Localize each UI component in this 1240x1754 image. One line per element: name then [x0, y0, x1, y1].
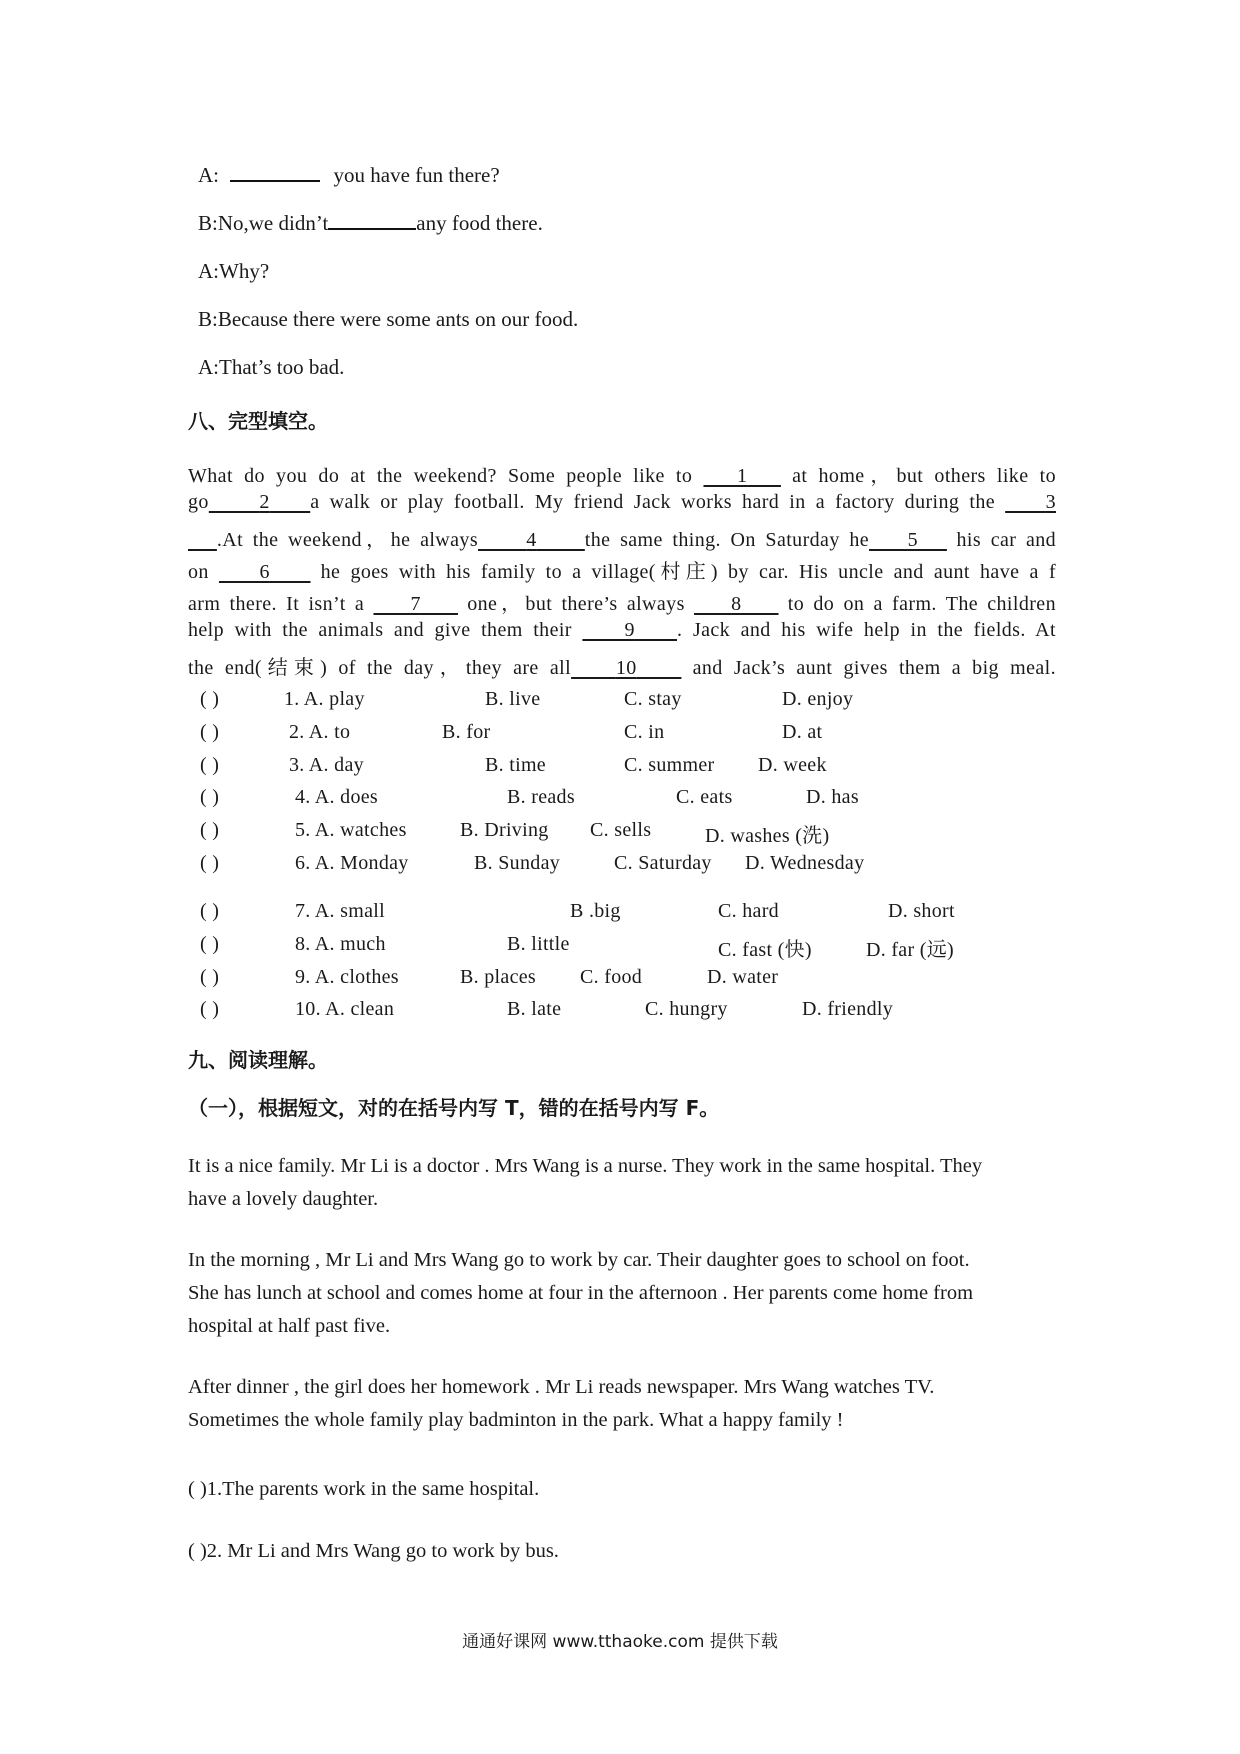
section-8-heading: 八、完型填空。	[188, 409, 328, 433]
option-c: C. in	[624, 721, 665, 743]
answer-paren[interactable]: ( )	[200, 754, 220, 776]
option-b: B. time	[485, 754, 546, 776]
option-a: 5. A. watches	[295, 819, 407, 841]
blank-number: 9	[624, 619, 635, 641]
option-d: D. washes (洗)	[705, 825, 830, 847]
answer-paren[interactable]: ( )	[200, 721, 220, 743]
option-b: B. reads	[507, 786, 575, 808]
option-a: 4. A. does	[295, 786, 378, 808]
dialogue-line-1	[198, 163, 500, 188]
cloze-line: help with the animals and give them their 9 . Jack and his wife help in the fields. At	[188, 619, 1056, 641]
answer-paren[interactable]: ( )	[200, 852, 220, 874]
cloze-line: arm there. It isn’t a 7 one，but there’s always 8 to do on a farm. The children	[188, 593, 1056, 615]
answer-paren[interactable]: ( )	[200, 998, 220, 1020]
option-a: 2. A. to	[289, 721, 351, 743]
tf-question-text: 1.The parents work in the same hospital.	[206, 1478, 540, 1500]
tf-question	[188, 1535, 559, 1568]
answer-paren[interactable]: ( )	[200, 900, 220, 922]
option-d: D. short	[888, 900, 955, 922]
option-a: 8. A. much	[295, 933, 386, 955]
section-9-heading: 九、阅读理解。	[188, 1048, 328, 1072]
option-c: C. eats	[676, 786, 733, 808]
option-c: C. fast (快)	[718, 939, 812, 961]
dialogue-line-2	[198, 211, 543, 236]
option-b: B. places	[460, 966, 537, 988]
option-a: 9. A. clothes	[295, 966, 399, 988]
option-c: C. sells	[590, 819, 652, 841]
blank-number: 6	[259, 561, 270, 583]
option-c: C. food	[580, 966, 643, 988]
blank-number: 8	[731, 593, 742, 615]
option-a: 10. A. clean	[295, 998, 395, 1020]
cloze-line: What do you do at the weekend? Some people like to 1 at home，but others like to	[188, 465, 1057, 487]
tf-question	[188, 1473, 539, 1506]
option-b: B. live	[485, 688, 541, 710]
blank-number: 2	[259, 491, 270, 513]
option-a: 7. A. small	[295, 900, 385, 922]
option-c: C. stay	[624, 688, 682, 710]
passage-line: Sometimes the whole family play badminton in the park. What a happy family !	[188, 1409, 844, 1431]
option-c: C. Saturday	[614, 852, 712, 874]
dialogue-text: any food there.	[416, 211, 543, 235]
option-b: B. late	[507, 998, 562, 1020]
cloze-line: on 6 he goes with his family to a village(村庄) by car. His uncle and aunt have a f	[188, 561, 1056, 583]
blank-number: 7	[410, 593, 421, 615]
tf-question-text: 2. Mr Li and Mrs Wang go to work by bus.	[206, 1540, 559, 1562]
dialogue-line-3: A:Why?	[198, 259, 270, 283]
option-b: B .big	[570, 900, 621, 922]
option-d: D. Wednesday	[745, 852, 865, 874]
cloze-line: go 2 a walk or play football. My friend Jack works hard in a factory during the 3	[188, 491, 1057, 513]
option-d: D. week	[758, 754, 827, 776]
answer-paren[interactable]: ( )	[200, 688, 220, 710]
option-d: D. has	[806, 786, 859, 808]
option-c: C. hard	[718, 900, 779, 922]
option-b: B. Sunday	[474, 852, 561, 874]
answer-blank[interactable]	[230, 180, 320, 182]
reading-paragraph-1	[188, 1150, 982, 1216]
dialogue-line-4: B:Because there were some ants on our food.	[198, 307, 579, 331]
option-b: B. little	[507, 933, 570, 955]
answer-paren[interactable]: ( )	[200, 966, 220, 988]
option-d: D. friendly	[802, 998, 894, 1020]
option-c: C. hungry	[645, 998, 728, 1020]
answer-blank[interactable]	[328, 228, 416, 230]
blank-number: 1	[737, 465, 748, 487]
answer-paren[interactable]: ( )	[188, 1540, 207, 1562]
blank-number: 3	[1045, 491, 1057, 513]
section-9-subheading: （一），根据短文，对的在括号内写 T，错的在括号内写 F。	[188, 1096, 720, 1120]
blank-number: 10	[615, 657, 637, 679]
blank-number: 4	[526, 529, 537, 551]
option-c: C. summer	[624, 754, 715, 776]
passage-line: After dinner , the girl does her homework . Mr Li reads newspaper. Mrs Wang watches TV.	[188, 1376, 935, 1398]
reading-paragraph-3	[188, 1371, 934, 1437]
option-a: 3. A. day	[289, 754, 364, 776]
answer-paren[interactable]: ( )	[200, 819, 220, 841]
dialogue-text: you have fun there?	[333, 163, 500, 187]
reading-paragraph-2	[188, 1244, 973, 1343]
dialogue-line-5: A:That’s too bad.	[198, 355, 345, 379]
page-footer: 通通好课网 www.tthaoke.com 提供下载	[462, 1632, 778, 1652]
blank-number: 5	[907, 529, 918, 551]
option-d: D. enjoy	[782, 688, 854, 710]
option-d: D. water	[707, 966, 779, 988]
cloze-line: .At the weekend，he always 4 the same thing. On Saturday he 5 his car and	[216, 529, 1057, 551]
option-a: 1. A. play	[284, 688, 365, 710]
option-d: D. far (远)	[866, 939, 954, 961]
passage-line: It is a nice family. Mr Li is a doctor . Mrs Wang is a nurse. They work in the same hospital. They	[188, 1155, 983, 1177]
answer-paren[interactable]: ( )	[200, 933, 220, 955]
passage-line: She has lunch at school and comes home at four in the afternoon . Her parents come home from	[188, 1282, 974, 1304]
option-a: 6. A. Monday	[295, 852, 409, 874]
passage-line: hospital at half past five.	[188, 1315, 391, 1337]
passage-line: In the morning , Mr Li and Mrs Wang go to work by car. Their daughter goes to school on foot.	[188, 1249, 970, 1271]
answer-paren[interactable]: ( )	[200, 786, 220, 808]
answer-paren[interactable]: ( )	[188, 1478, 207, 1500]
dialogue-text: B:No,we didn’t	[198, 211, 329, 235]
option-b: B. Driving	[460, 819, 549, 841]
passage-line: have a lovely daughter.	[188, 1188, 379, 1210]
speaker-a: A:	[198, 163, 219, 187]
cloze-line: the end(结束) of the day，they are all 10 and Jack’s aunt gives them a big meal.	[188, 657, 1056, 679]
option-b: B. for	[442, 721, 491, 743]
option-d: D. at	[782, 721, 823, 743]
